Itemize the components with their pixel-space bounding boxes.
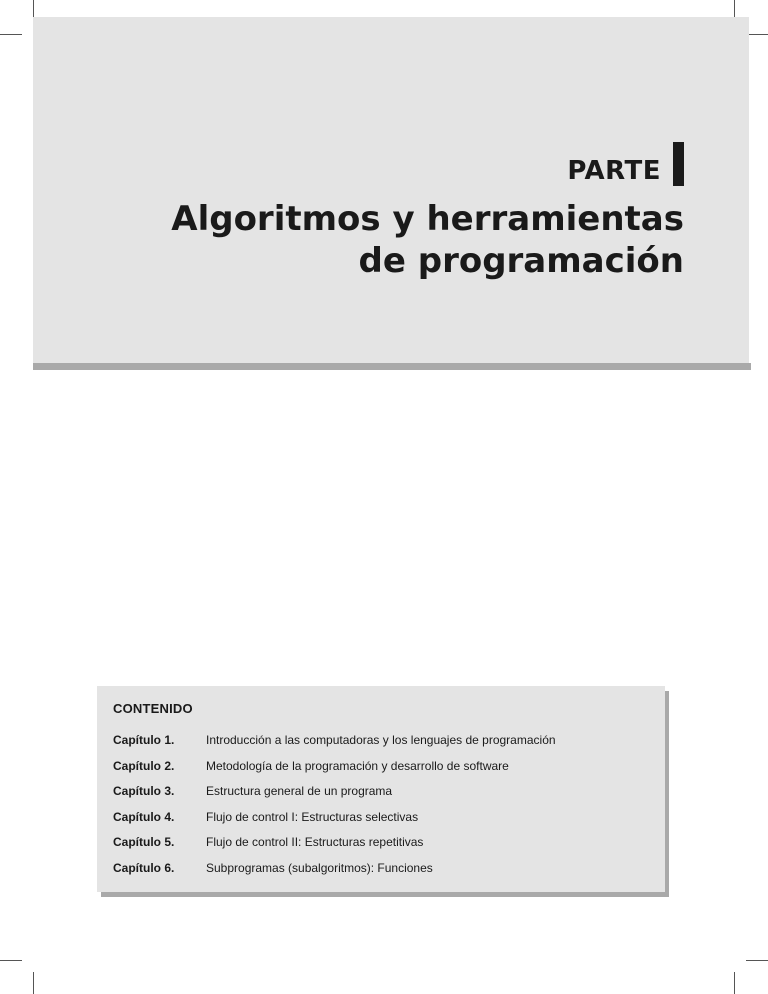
part-roman-numeral-bar <box>673 142 684 186</box>
crop-mark-left-top <box>0 34 22 35</box>
chapter-number: Capítulo 5. <box>113 835 175 850</box>
chapter-number: Capítulo 6. <box>113 860 175 875</box>
contents-box <box>97 686 665 892</box>
chapter-item-1 <box>113 733 556 759</box>
chapter-number: Capítulo 2. <box>113 758 175 773</box>
part-banner-shadow <box>33 363 751 370</box>
chapter-item-6 <box>113 861 556 887</box>
part-title-line-1: Algoritmos y herramientas <box>171 199 684 239</box>
chapter-title: Flujo de control I: Estructuras selectivas <box>206 809 419 824</box>
crop-mark-bottom-right <box>734 972 735 994</box>
chapter-item-5 <box>113 835 556 861</box>
crop-mark-bottom-left <box>33 972 34 994</box>
chapter-number: Capítulo 3. <box>113 784 175 799</box>
part-title-line-2: de programación <box>358 241 684 281</box>
chapter-title: Metodología de la programación y desarrollo de software <box>206 758 509 773</box>
chapter-title: Introducción a las computadoras y los lenguajes de programación <box>206 733 556 747</box>
chapter-title: Estructura general de un programa <box>206 784 393 799</box>
crop-mark-right-top <box>746 34 768 35</box>
chapter-item-4 <box>113 810 556 836</box>
crop-mark-left-bottom <box>0 960 22 961</box>
chapter-title: Subprogramas (subalgoritmos): Funciones <box>206 860 433 875</box>
part-banner <box>33 17 749 363</box>
chapter-item-2 <box>113 759 556 785</box>
chapter-number: Capítulo 4. <box>113 809 175 824</box>
part-label-row <box>567 142 684 186</box>
chapter-number: Capítulo 1. <box>113 733 175 747</box>
chapter-list <box>113 733 556 887</box>
part-title <box>171 198 684 282</box>
chapter-title: Flujo de control II: Estructuras repetitivas <box>206 835 424 850</box>
part-label: PARTE <box>567 156 661 186</box>
chapter-item-3 <box>113 784 556 810</box>
crop-mark-right-bottom <box>746 960 768 961</box>
contents-heading: CONTENIDO <box>113 701 193 716</box>
